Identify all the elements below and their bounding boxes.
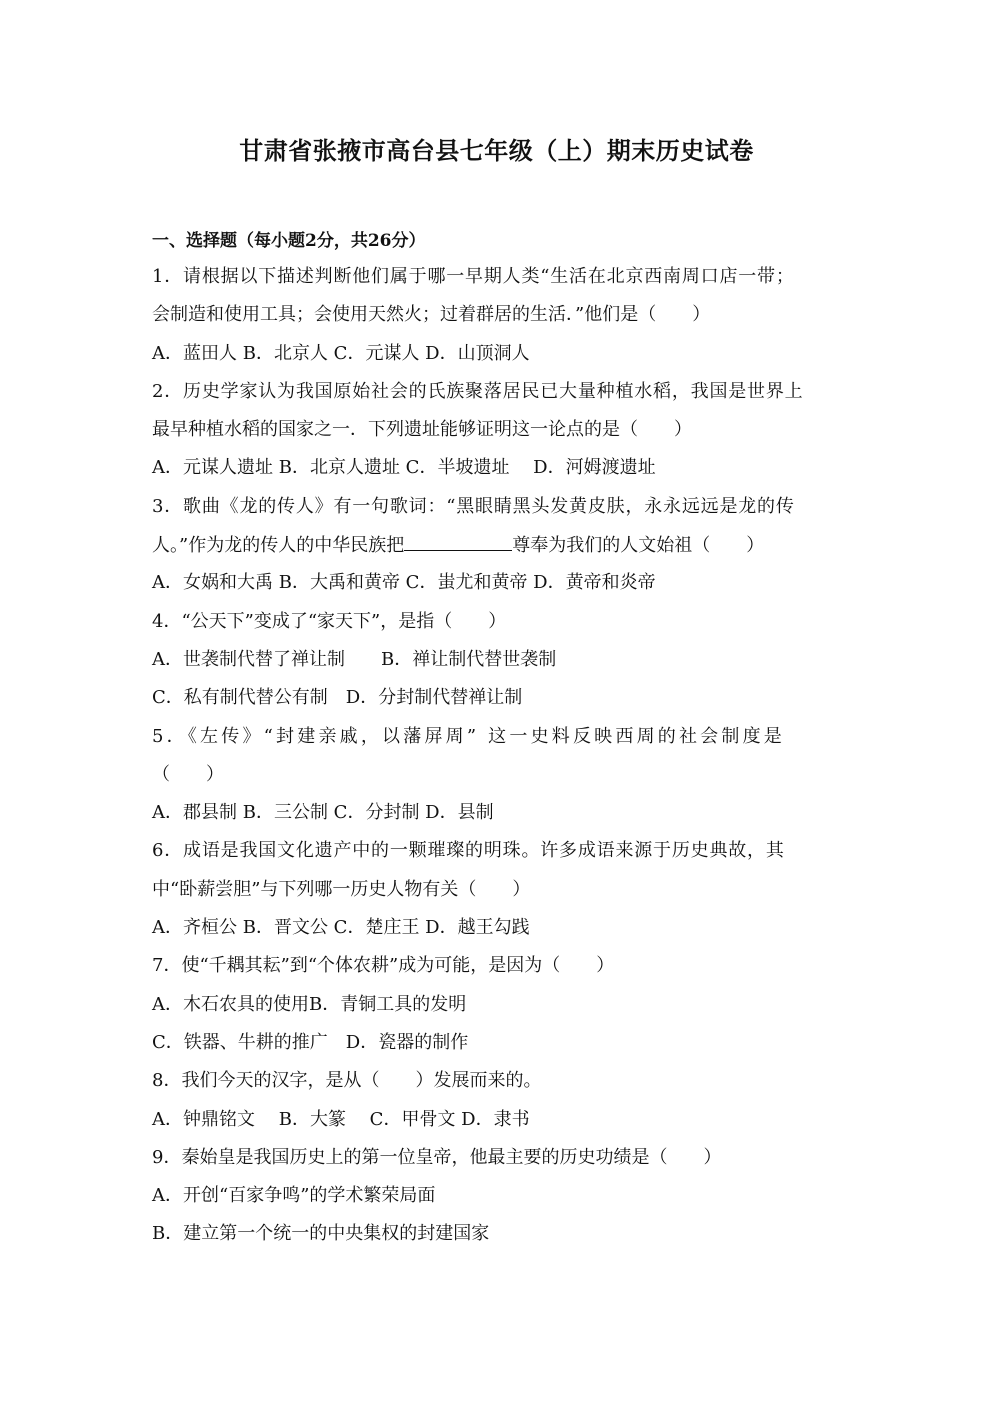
question-1-stem-line-2: 会制造和使用工具；会使用天然火；过着群居的生活．”他们是（ ） [152, 304, 711, 326]
question-5-stem-line-1: 5．《左传》“封建亲戚，以藩屏周” 这一史料反映西周的社会制度是 [152, 725, 785, 747]
question-1-options: A．蓝田人 B．北京人 C．元谋人 D．山顶洞人 [152, 342, 530, 364]
question-8-options: A．钟鼎铭文 B．大篆 C．甲骨文 D．隶书 [152, 1108, 530, 1130]
question-3-stem-pre: 人。”作为龙的传人的中华民族把 [152, 535, 405, 557]
question-2-stem-line-2: 最早种植水稻的国家之一．下列遗址能够证明这一论点的是（ ） [152, 419, 692, 441]
question-9-stem: 9．秦始皇是我国历史上的第一位皇帝，他最主要的历史功绩是（ ） [152, 1146, 722, 1168]
section-heading: 一、选择题（每小题2分，共26分） [152, 231, 426, 251]
question-list [152, 262, 852, 1258]
question-7-options-line-1: A．木石农具的使用B．青铜工具的发明 [152, 993, 467, 1015]
question-1-stem-line-1: 1．请根据以下描述判断他们属于哪一早期人类“生活在北京西南周口店一带； [152, 266, 795, 287]
question-4-options-line-2: C．私有制代替公有制 D．分封制代替禅让制 [152, 687, 523, 709]
question-5-stem-line-2: （ ） [152, 763, 224, 785]
question-2-stem-line-1: 2．历史学家认为我国原始社会的氏族聚落居民已大量种植水稻，我国是世界上 [152, 380, 804, 402]
page-title: 甘肃省张掖市高台县七年级（上）期末历史试卷 [239, 136, 754, 165]
question-2-options: A．元谋人遗址 B．北京人遗址 C．半坡遗址 D．河姆渡遗址 [152, 457, 656, 479]
question-7-stem: 7．使“千耦其耘”到“个体农耕”成为可能，是因为（ ） [152, 955, 615, 977]
question-8-stem: 8．我们今天的汉字，是从（ ）发展而来的。 [152, 1070, 542, 1092]
question-6-options: A．齐桓公 B．晋文公 C．楚庄王 D．越王勾践 [152, 917, 530, 939]
question-3-options: A．女娲和大禹 B．大禹和黄帝 C．蚩尤和黄帝 D．黄帝和炎帝 [152, 572, 656, 594]
question-7-options-line-2: C．铁器、牛耕的推广 D．瓷器的制作 [152, 1031, 469, 1053]
question-5-options: A．郡县制 B．三公制 C．分封制 D．县制 [152, 802, 494, 824]
question-4-stem: 4．“公天下”变成了“家天下”，是指（ ） [152, 610, 507, 632]
question-9-option-b: B．建立第一个统一的中央集权的封建国家 [152, 1223, 490, 1245]
question-3-stem-line-2 [152, 530, 852, 568]
answer-blank [404, 530, 512, 551]
question-9-option-a: A．开创“百家争鸣”的学术繁荣局面 [152, 1185, 436, 1207]
question-6-stem-line-1: 6．成语是我国文化遗产中的一颗璀璨的明珠。许多成语来源于历史典故，其 [152, 840, 785, 862]
question-3-stem-post: 尊奉为我们的人文始祖（ ） [512, 535, 765, 557]
question-6-stem-line-2: 中“卧薪尝胆”与下列哪一历史人物有关（ ） [152, 878, 531, 900]
question-3-stem-line-1: 3．歌曲《龙的传人》有一句歌词：“黑眼睛黑头发黄皮肤，永永远远是龙的传 [152, 495, 795, 517]
question-4-options-line-1: A．世袭制代替了禅让制 B．禅让制代替世袭制 [152, 648, 557, 670]
